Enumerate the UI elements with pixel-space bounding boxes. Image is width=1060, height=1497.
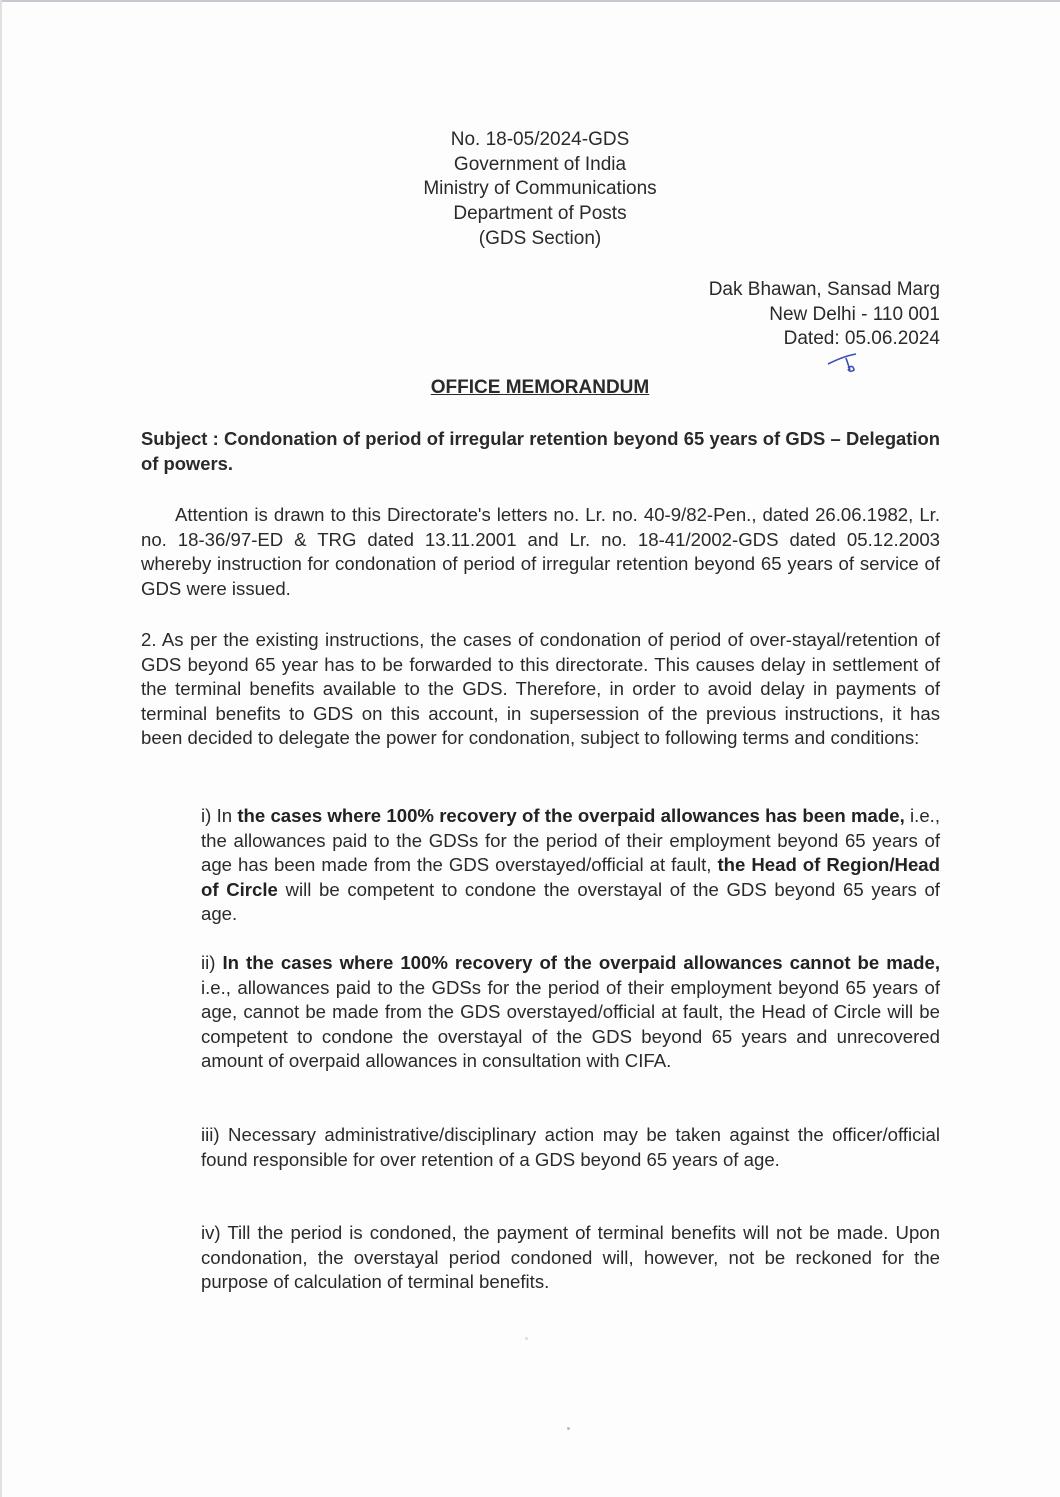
scan-speck — [567, 1427, 570, 1430]
condition-item-3: iii) Necessary administrative/disciplinary action may be taken against the officer/official found responsible for over retention of a GDS beyond 65 years of age. — [201, 1124, 940, 1170]
scan-edge-left — [0, 0, 2, 1497]
subject-line: Subject : Condonation of period of irregular retention beyond 65 years of GDS – Delegation of powers. — [141, 428, 940, 474]
address-block — [709, 278, 940, 352]
item-bold-text: In the cases where 100% recovery of the overpaid allowances cannot be made, — [222, 952, 940, 973]
scan-edge-top — [0, 0, 1060, 2]
item-bold-text: the cases where 100% recovery of the overpaid allowances has been made, — [237, 805, 905, 826]
file-number: No. 18-05/2024-GDS — [450, 129, 630, 150]
item-text: i) In — [201, 805, 238, 826]
document-title: OFFICE MEMORANDUM — [430, 377, 650, 398]
condition-item-1 — [201, 804, 940, 927]
paragraph-1: Attention is drawn to this Directorate's letters no. Lr. no. 40-9/82-Pen., dated 26.06.1982, Lr. no. 18-36/97-ED & TRG dated 13.11.2001 and Lr. no. 18-41/2002-GDS dated 05.12.2003 whereby instruction for condonation of period of irregular retention beyond 65 years of service of GDS were issued. — [141, 504, 940, 599]
condition-item-4: iv) Till the period is condoned, the payment of terminal benefits will not be made. Upon condonation, the overstayal period condoned will, however, not be reckoned for the purpose of calculation of terminal benefits. — [201, 1222, 940, 1293]
scan-speck — [525, 1337, 528, 1340]
department-line: Department of Posts — [453, 203, 627, 225]
address-line-1: Dak Bhawan, Sansad Marg — [708, 279, 940, 300]
section-line: (GDS Section) — [478, 227, 602, 249]
address-line-2: New Delhi - 110 001 — [769, 303, 940, 325]
letterhead — [340, 128, 740, 252]
item-text: will be competent to condone the overstayal of the GDS beyond 65 years of age. — [201, 878, 940, 925]
handwritten-mark-icon — [826, 352, 866, 374]
item-text: i.e., allowances paid to the GDSs for the period of their employment beyond 65 years of age, cannot be made from the GDS overstayed/official at fault, the Head of Circle will be competent to condone the overstayal of the GDS beyond 65 years and unrecovered amount of overpaid allowances in consultation with CIFA. — [201, 976, 940, 1072]
ministry-line: Ministry of Communications — [423, 178, 657, 200]
item-text: i.e., the allowances paid to the GDSs for the period of their employment beyond 65 years of age has been made from the GDS overstayed/official at fault, — [201, 805, 940, 876]
paragraph-2: 2. As per the existing instructions, the cases of condonation of period of over-stayal/retention of GDS beyond 65 year has to be forwarded to this directorate. This causes delay in settlement of the terminal benefits available to the GDS. Therefore, in order to avoid delay in payments of terminal benefits to GDS on this account, in supersession of the previous instructions, it has been decided to delegate the power for condonation, subject to following terms and conditions: — [141, 629, 940, 749]
item-bold-text: the Head of Region/Head of Circle — [201, 854, 940, 900]
date-line: Dated: 05.06.2024 — [783, 328, 940, 349]
government-line: Government of India — [453, 153, 627, 175]
condition-item-2 — [201, 951, 940, 1074]
item-text: ii) — [201, 952, 223, 973]
